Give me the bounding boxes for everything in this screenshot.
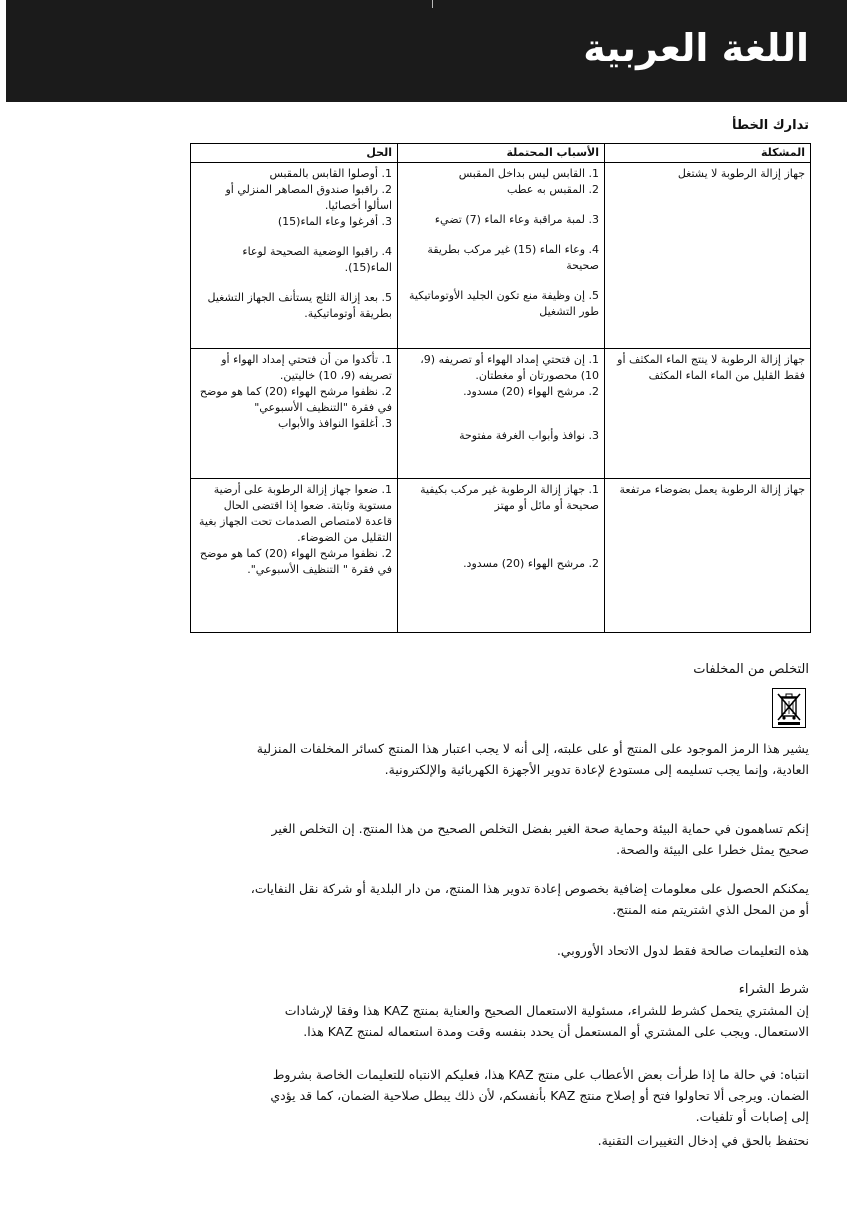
disposal-paragraph: هذه التعليمات صالحة فقط لدول الاتحاد الأوروبي. [556, 943, 809, 958]
page-title: اللغة العربية [583, 26, 809, 70]
crop-mark [432, 0, 433, 8]
col-causes: الأسباب المحتملة [398, 144, 605, 163]
solution-item: 3. أفرغوا وعاء الماء(15) [277, 215, 392, 228]
col-problem: المشكلة [605, 144, 811, 163]
cause-item: 3. نوافذ وأبواب الغرفة مفتوحة [459, 429, 599, 442]
col-solution: الحل [191, 144, 398, 163]
table-row [191, 349, 811, 479]
purchase-title: شرط الشراء [738, 982, 809, 997]
cause-item: 1. جهاز إزالة الرطوبة غير مركب بكيفية صحيحة أو مائل أو مهتز [420, 483, 599, 512]
causes-cell [398, 349, 605, 479]
cause-item: 2. المقبس به عطب [506, 183, 599, 196]
crossed-bin-icon [772, 688, 806, 728]
disposal-paragraph: يمكنكم الحصول على معلومات إضافية بخصوص إعادة تدوير هذا المنتج، من دار البلدية أو شركة نقل النفايات، أو من المحل الذي اشتريتم منه المنتج. [250, 881, 809, 917]
purchase-paragraph: إن المشتري يتحمل كشرط للشراء، مسئولية الاستعمال الصحيح والعناية بمنتج KAZ هذا وفقا لإرشادات الاستعمال. ويجب على المشتري أو المستعمل أن يحدد بنفسه وقت ومدة استعماله لمنتج KAZ هذا. [284, 1003, 809, 1039]
solution-item: 2. راقبوا صندوق المصاهر المنزلي أو اسألوا أخصائيا. [225, 183, 392, 212]
problem-cell: جهاز إزالة الرطوبة يعمل بضوضاء مرتفعة [605, 479, 811, 633]
purchase-paragraph: نحتفظ بالحق في إدخال التغييرات التقنية. [597, 1133, 809, 1148]
solution-item: 1. أوصلوا القابس بالمقبس [269, 167, 392, 180]
table-header-row [191, 144, 811, 163]
solution-item: 5. بعد إزالة الثلج يستأنف الجهاز التشغيل بطريقة أوتوماتيكية. [207, 291, 392, 320]
solution-item: 2. نظفوا مرشح الهواء (20) كما هو موضح في فقرة "التنظيف الأسبوعي" [199, 385, 392, 414]
solution-item: 2. نظفوا مرشح الهواء (20) كما هو موضح في فقرة " التنظيف الأسبوعي". [199, 547, 392, 576]
disposal-paragraph: يشير هذا الرمز الموجود على المنتج أو على علبته، إلى أنه لا يجب اعتبار هذا المنتج كسائر المخلفات المنزلية العادية، وإنما يجب تسليمه إلى مستودع لإعادة تدوير الأجهزة الكهربائية والإلكترونية. [256, 741, 809, 777]
solution-item: 1. تأكدوا من أن فتحتي إمداد الهواء أو تصريفه (9، 10) خاليتين. [221, 353, 392, 382]
solution-cell [191, 349, 398, 479]
solution-cell [191, 163, 398, 349]
solution-item: 3. أغلقوا النوافذ والأبواب [277, 417, 392, 430]
troubleshooting-title: تدارك الخطأ [731, 118, 809, 133]
table-row [191, 479, 811, 633]
cause-item: 4. وعاء الماء (15) غير مركب بطريقة صحيحة [427, 243, 599, 272]
cause-item: 3. لمبة مراقبة وعاء الماء (7) تضيء [434, 213, 599, 226]
solution-item: 4. راقبوا الوضعية الصحيحة لوعاء الماء(15). [242, 245, 392, 274]
cause-item: 2. مرشح الهواء (20) مسدود. [463, 557, 599, 570]
disposal-paragraph: إنكم تساهمون في حماية البيئة وحماية صحة الغير بفضل التخلص الصحيح من هذا المنتج. إن التخلص الغير صحيح يمثل خطرا على البيئة والصحة. [271, 821, 809, 857]
troubleshooting-table [190, 143, 811, 633]
causes-cell [398, 163, 605, 349]
purchase-paragraph: انتباه: في حالة ما إذا طرأت بعض الأعطاب على منتج KAZ هذا، فعليكم الانتباه للتعليمات الخاصة بشروط الضمان. ويرجى ألا تحاولوا فتح أو إصلاح منتج KAZ بأنفسكم، لأن ذلك يبطل صلاحية الضمان، كما قد يؤدي إلى إصابات أو تلفيات. [270, 1067, 809, 1124]
cause-item: 1. القابس ليس بداخل المقبس [458, 167, 599, 180]
page-header [6, 0, 847, 102]
cause-item: 5. إن وظيفة منع تكون الجليد الأوتوماتيكية طور التشغيل [409, 289, 599, 318]
solution-cell [191, 479, 398, 633]
cause-item: 1. إن فتحتي إمداد الهواء أو تصريفه (9، 10) محصورتان أو مغطتان. [420, 353, 599, 382]
solution-item: 1. ضعوا جهاز إزالة الرطوبة على أرضية مستوية وثابتة. ضعوا إذا اقتضى الحال قاعدة لامتصاص الصدمات تحت الجهاز بغية التقليل من الضوضاء. [199, 483, 392, 544]
causes-cell [398, 479, 605, 633]
table-row [191, 163, 811, 349]
cause-item: 2. مرشح الهواء (20) مسدود. [463, 385, 599, 398]
problem-cell: جهاز إزالة الرطوبة لا ينتج الماء المكثف أو فقط القليل من الماء الماء المكثف [605, 349, 811, 479]
problem-cell: جهاز إزالة الرطوبة لا يشتغل [605, 163, 811, 349]
disposal-title: التخلص من المخلفات [693, 662, 809, 677]
